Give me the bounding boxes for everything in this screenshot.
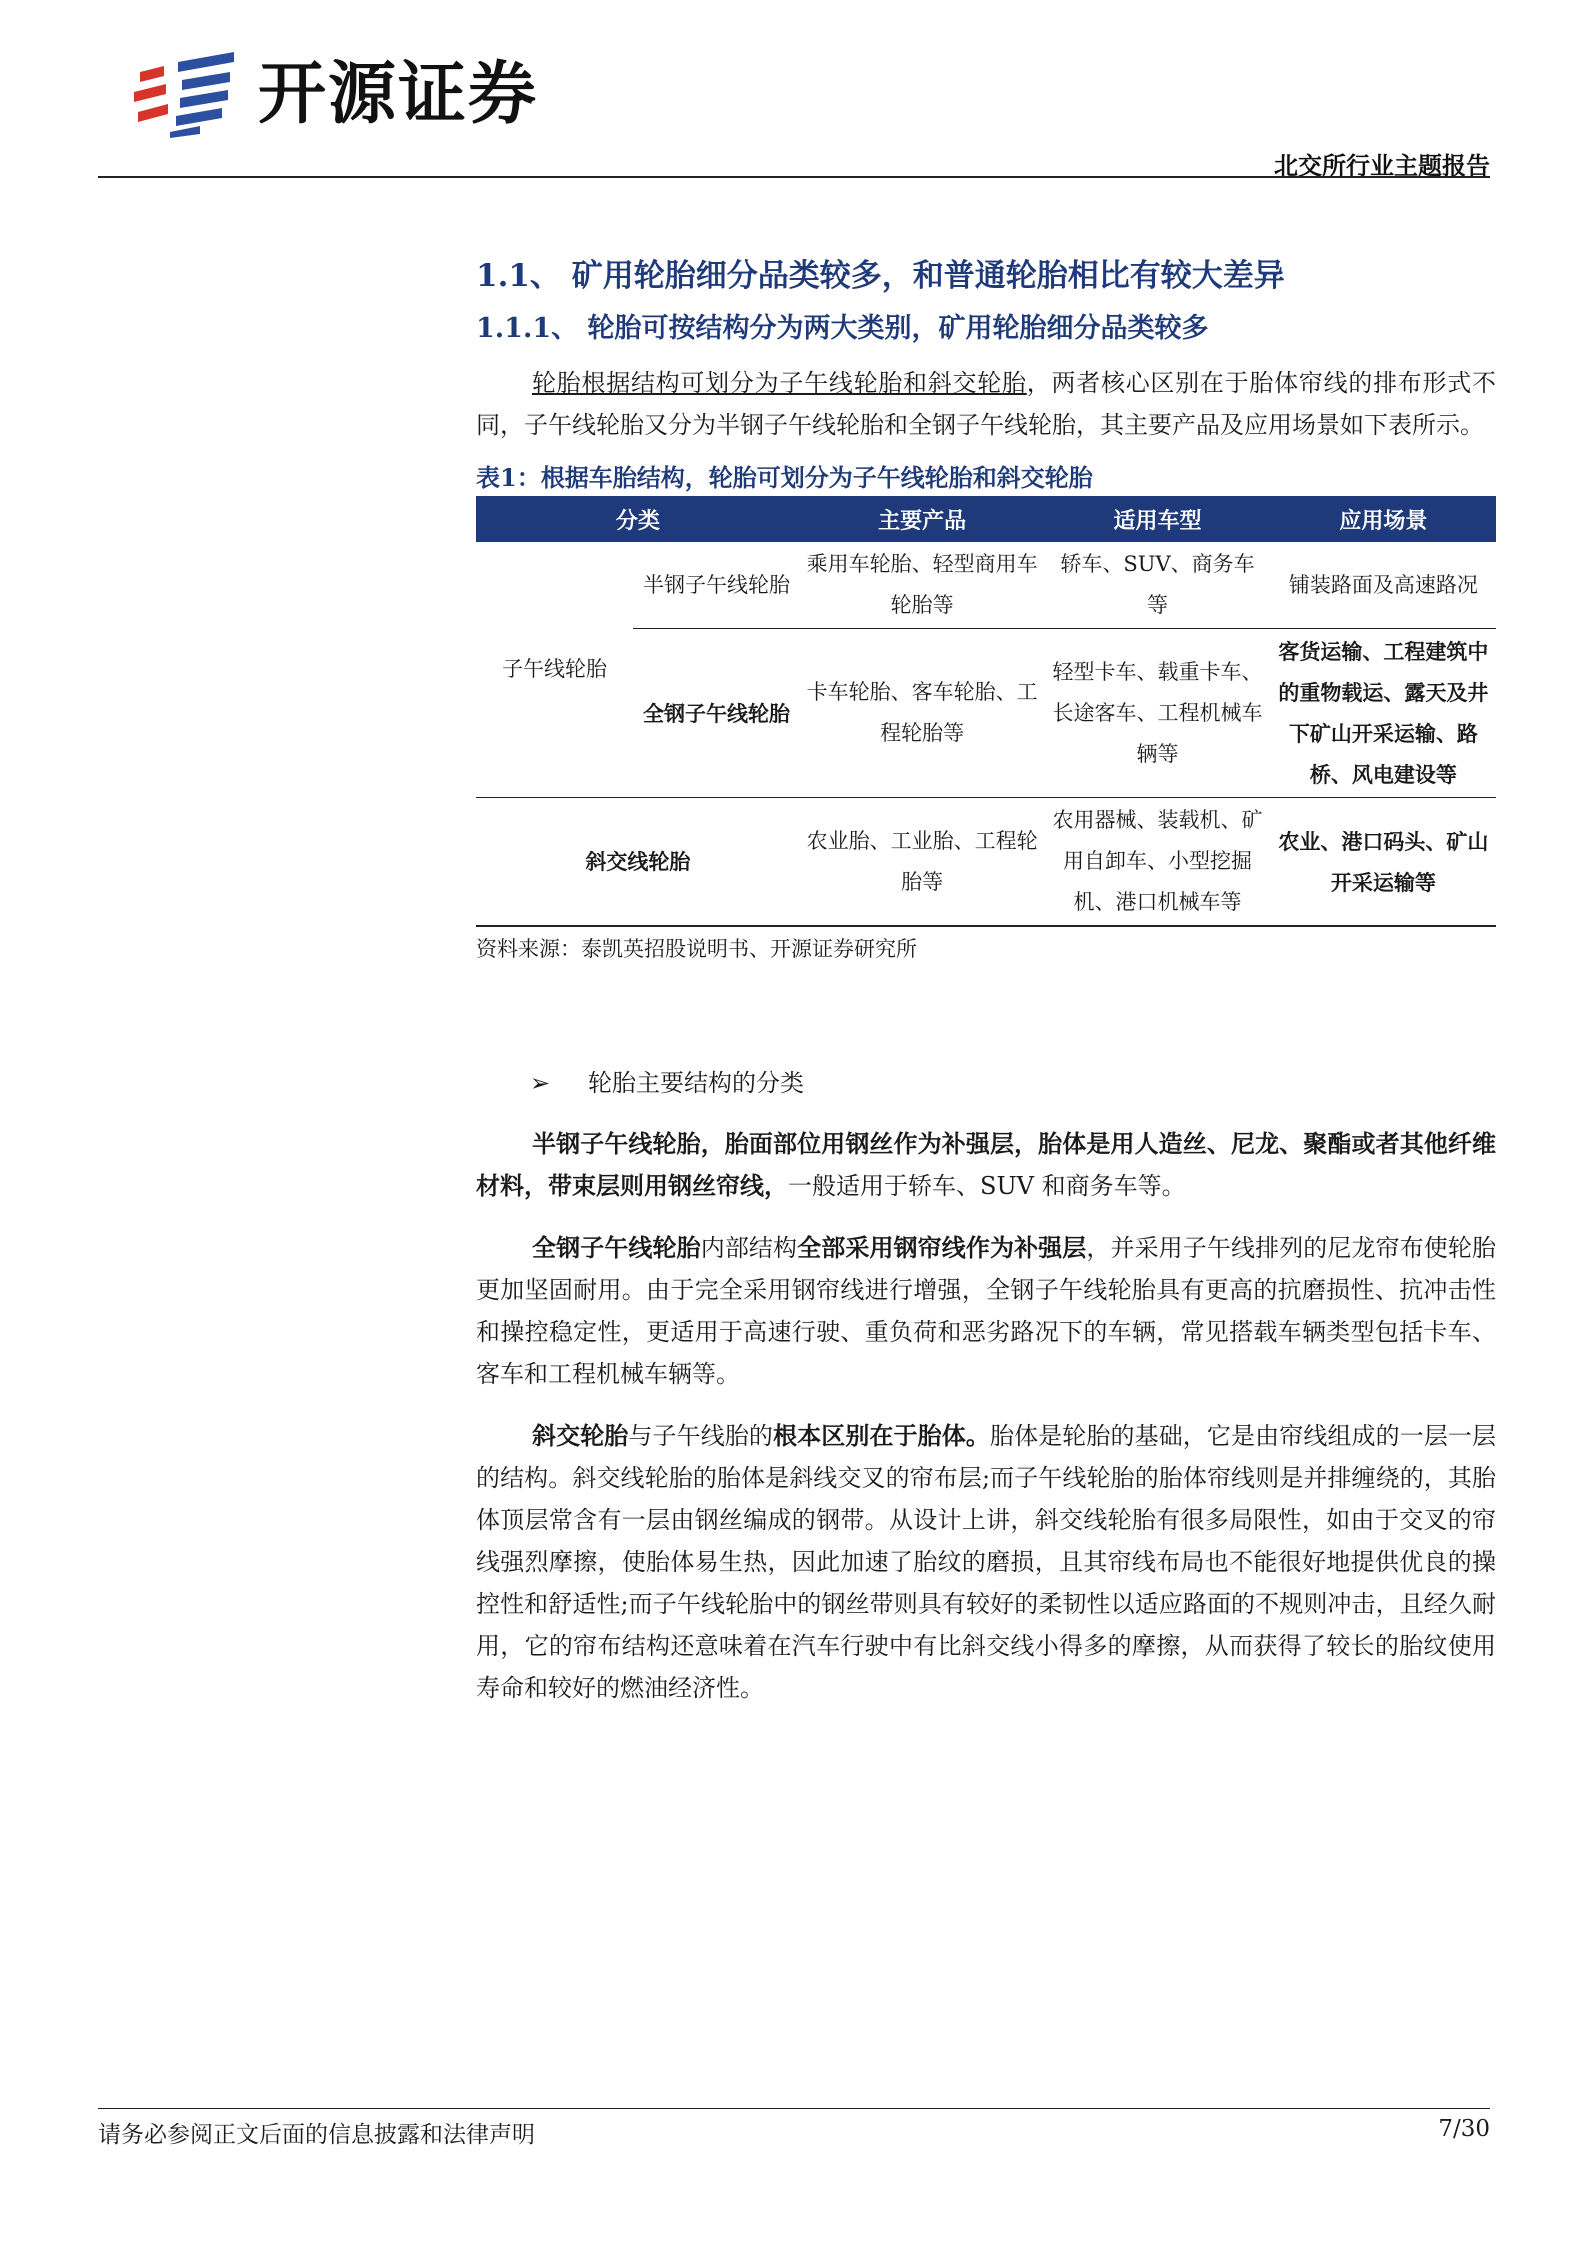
header-product: 主要产品 xyxy=(800,496,1045,542)
intro-underlined: 轮胎根据结构可划分为子午线轮胎和斜交轮胎 xyxy=(532,369,1027,397)
cell-sub: 斜交线轮胎 xyxy=(476,798,800,927)
p3-mid: 与子午线胎的 xyxy=(628,1422,774,1450)
footer-disclaimer: 请务必参阅正文后面的信息披露和法律声明 xyxy=(98,2122,535,2148)
p3-bold2: 根本区别在于胎体。 xyxy=(773,1421,990,1450)
p1-rest: 一般适用于轿车、SUV 和商务车等。 xyxy=(788,1172,1186,1200)
p3-bold1: 斜交轮胎 xyxy=(532,1421,629,1450)
brand-name: 开源证券 xyxy=(258,55,539,134)
bullet-heading xyxy=(476,1063,1496,1123)
paragraph-bias xyxy=(476,1415,1496,1709)
group-radial: 子午线轮胎 xyxy=(476,542,633,798)
cell-product: 卡车轮胎、客车轮胎、工程轮胎等 xyxy=(800,629,1045,798)
page-number: 7/30 xyxy=(1438,2116,1490,2142)
header-scene: 应用场景 xyxy=(1271,496,1496,542)
intro-rest: ，两者核心区别在于胎体帘线的排布形式不同，子午线轮胎又分为半钢子午线轮胎和全钢子午线轮胎，其主要产品及应用场景如下表所示。 xyxy=(476,369,1497,439)
p3-rest: 胎体是轮胎的基础，它是由帘线组成的一层一层的结构。斜交线轮胎的胎体是斜线交叉的帘布层;而子午线轮胎的胎体帘线则是并排缠绕的，其胎体顶层常含有一层由钢丝编成的钢带。从设计上讲，斜交线轮胎有很多局限性，如由于交叉的帘线强烈摩擦，使胎体易生热，因此加速了胎纹的磨损，且其帘线布局也不能很好地提供优良的操控性和舒适性;而子午线轮胎中的钢丝带则具有较好的柔韧性以适应路面的不规则冲击，且经久耐用，它的帘布结构还意味着在汽车行驶中有比斜交线小得多的摩擦，从而获得了较长的胎纹使用寿命和较好的燃油经济性。 xyxy=(476,1422,1497,1702)
table-header-row xyxy=(476,496,1496,542)
header-divider xyxy=(98,176,1490,178)
p2-bold2: 全部采用钢帘线作为补强层 xyxy=(797,1233,1087,1262)
table-row xyxy=(476,542,1496,629)
cell-product: 乘用车轮胎、轻型商用车轮胎等 xyxy=(800,542,1045,629)
cell-product: 农业胎、工业胎、工程轮胎等 xyxy=(800,798,1045,927)
cell-sub: 半钢子午线轮胎 xyxy=(633,542,800,629)
p2-bold1: 全钢子午线轮胎 xyxy=(532,1233,701,1262)
kaiyuan-logo-icon xyxy=(130,52,240,138)
header-category: 分类 xyxy=(476,496,800,542)
cell-vehicle: 农用器械、装载机、矿用自卸车、小型挖掘机、港口机械车等 xyxy=(1044,798,1270,927)
paragraph-semi-steel xyxy=(476,1123,1496,1207)
p2-mid: 内部结构 xyxy=(700,1234,798,1262)
bullet-text: 轮胎主要结构的分类 xyxy=(588,1069,804,1097)
arrow-bullet-icon: ➢ xyxy=(530,1069,551,1097)
p2-rest: ，并采用子午线排列的尼龙帘布使轮胎更加坚固耐用。由于完全采用钢帘线进行增强，全钢子午线轮胎具有更高的抗磨损性、抗冲击性和操控稳定性，更适用于高速行驶、重负荷和恶劣路况下的车辆，常见搭载车辆类型包括卡车、客车和工程机械车辆等。 xyxy=(476,1234,1497,1388)
main-content xyxy=(476,250,1496,1729)
cell-vehicle: 轻型卡车、载重卡车、长途客车、工程机械车辆等 xyxy=(1044,629,1270,798)
p1-bold: 半钢子午线轮胎，胎面部位用钢丝作为补强层，胎体是用人造丝、尼龙、聚酯或者其他纤维材料，带束层则用钢丝帘线， xyxy=(476,1129,1496,1200)
cell-sub: 全钢子午线轮胎 xyxy=(633,629,800,798)
brand-logo xyxy=(130,52,538,138)
paragraph-all-steel xyxy=(476,1227,1496,1395)
table-row xyxy=(476,798,1496,927)
footer-divider xyxy=(98,2108,1490,2109)
cell-vehicle: 轿车、SUV、商务车等 xyxy=(1044,542,1270,629)
section-heading: 1.1、 矿用轮胎细分品类较多，和普通轮胎相比有较大差异 xyxy=(476,258,1285,294)
cell-scene: 铺装路面及高速路况 xyxy=(1271,542,1496,629)
cell-scene: 农业、港口码头、矿山开采运输等 xyxy=(1271,798,1496,927)
table-source: 资料来源：泰凯英招股说明书、开源证券研究所 xyxy=(476,937,917,961)
tire-classification-table xyxy=(476,496,1496,927)
intro-paragraph xyxy=(476,362,1496,446)
header-vehicle: 适用车型 xyxy=(1044,496,1270,542)
cell-scene: 客货运输、工程建筑中的重物载运、露天及井下矿山开采运输、路桥、风电建设等 xyxy=(1271,629,1496,798)
subsection-heading: 1.1.1、 轮胎可按结构分为两大类别，矿用轮胎细分品类较多 xyxy=(476,313,1209,344)
report-type: 北交所行业主题报告 xyxy=(1274,152,1490,180)
table-title: 表1：根据车胎结构，轮胎可划分为子午线轮胎和斜交轮胎 xyxy=(476,463,1093,492)
